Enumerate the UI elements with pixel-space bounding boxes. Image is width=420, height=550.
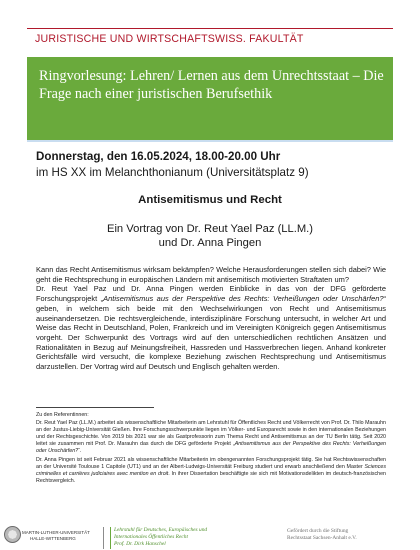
- bio-paz-end: “.: [78, 447, 82, 454]
- speaker-bios: [36, 412, 386, 485]
- banner-underline: [27, 140, 393, 142]
- footer-divider: [103, 527, 104, 549]
- bio-separator: [36, 407, 154, 408]
- chair-line-1: Lehrstuhl für Deutsches, Europäisches und: [114, 527, 208, 533]
- intro-paragraph-2: [36, 284, 386, 371]
- funding-line-1: Gefördert durch die Stiftung: [287, 528, 349, 534]
- bio-heading: Zu den Referentinnen:: [36, 412, 89, 418]
- bio-project-title: Antisemitismus aus der Perspektive des Rechts: Verheißungen oder Unschärfen?: [36, 440, 386, 454]
- bio-pingen-start: Dr. Anna Pingen ist seit Februar 2021 als wissenschaftliche Mitarbeiterin im obengenannten Forschungsprojekt tätig. Sie hat Rechtswissenschaften an der Université Toulouse 1 Capitole (UT1) und an der Albert-Ludwigs-Universität Freiburg studiert und erwarb anschließend den Master: [36, 457, 386, 471]
- faculty-name: JURISTISCHE UND WIRTSCHAFTSWISS. FAKULTÄT: [35, 33, 304, 45]
- bio-pingen: [36, 457, 386, 485]
- intro-p2-end: “ geben, in welchem sich beide mit den Wechselwirkungen von Recht und Antisemitismus auseinandersetzen. Die rechtsvergleichende, interdisziplinäre Forschung untersucht, in welcher Art und Weise das Recht in Deutschland, Polen, Frankreich und im Vereinigten Königreich gegen Antisemitismus vorgeht. Der Schwerpunkt des Vortrags wird auf den unterschiedlichen rechtlichen Ansätzen und Rationalitäten in Bezug auf Meinungsfreiheit, Hassreden und Hassverbrechen liegen. Anhand konkreter Gerichtsfälle wird versucht, die komplexe Beziehung zwischen Rechtsprechung und Antisemitismus darzustellen. Der Vortrag wird auf Deutsch und Englisch gehalten werden.: [36, 294, 386, 372]
- event-venue: im HS XX im Melanchthonianum (Universitätsplatz 9): [36, 166, 309, 179]
- speaker-line-1: Ein Vortrag von Dr. Reut Yael Paz (LL.M.): [106, 223, 314, 235]
- lecture-series-title: Ringvorlesung: Lehren/ Lernen aus dem Unrechtsstaat – Die Frage nach einer juristischen Berufsethik: [39, 68, 384, 102]
- intro-paragraph-1: Kann das Recht Antisemitismus wirksam bekämpfen? Welche Herausforderungen stellen sich dabei? Wie geht die Rechtsprechung in europäischen Ländern mit antisemitisch motivierten Straftaten um?: [36, 265, 386, 284]
- faculty-header: [0, 0, 420, 57]
- funding-line-2: Rechtsstaat Sachsen-Anhalt e.V.: [287, 534, 357, 541]
- university-name-line-1: MARTIN-LUTHER-UNIVERSITÄT: [22, 530, 90, 535]
- university-seal-icon: [4, 526, 21, 543]
- university-name-line-2: HALLE-WITTENBERG: [30, 535, 76, 541]
- lecture-series-banner: [27, 57, 393, 140]
- event-date-time: Donnerstag, den 16.05.2024, 18.00-20.00 Uhr: [36, 150, 281, 163]
- project-title: Antisemitismus aus der Perspektive des Rechts: Verheißungen oder Unschärfen?: [103, 294, 384, 304]
- bio-paz: [36, 420, 386, 455]
- chair-line-3: Prof. Dr. Dirk Hanschel: [114, 540, 166, 547]
- faculty-divider: [27, 28, 393, 29]
- bio-paz-start: Dr. Reut Yael Paz (LL.M.) arbeitet als wissenschaftliche Mitarbeiterin am Lehrstuhl für Öffentliches Recht und Völkerrecht von Prof. Dr. Thilo Marauhn an der Justus-Liebig-Universität Gießen. Ihre Forschungsschwerpunkte liegen im Völker- und Europarecht sowie in den internationalen Beziehungen und der Rechtsgeschichte. Von 2019 bis 2021 war sie als Gastprofessorin zum Thema Recht und Antisemitismus an der TU Berlin tätig. Seit 2020 leitet sie zusammen mit Prof. Dr. Marauhn das durch die DFG geförderte Projekt „: [36, 419, 386, 447]
- bio-master-title: Sciences criminelles et carrières judiciaires avec mention en droit: [36, 464, 386, 478]
- bio-pingen-end: . In ihrer Dissertation beschäftigte sie sich mit Motivationsdelikten im deutsch-französischen Rechtsvergleich.: [36, 471, 387, 485]
- talk-topic: Antisemitismus und Recht: [138, 194, 282, 206]
- university-name: [22, 530, 90, 541]
- chair-name: [114, 527, 207, 547]
- speaker-line-2: und Dr. Anna Pingen: [158, 237, 262, 249]
- chair-line-2: Internationales Öffentliches Recht: [114, 533, 188, 540]
- talk-description: [36, 265, 386, 372]
- chair-accent-bar: [110, 527, 111, 549]
- funding-note: [287, 528, 357, 542]
- intro-p2-start: Dr. Reut Yael Paz und Dr. Anna Pingen werden Einblicke in das von der DFG geförderte Forschungsprojekt „: [36, 284, 386, 304]
